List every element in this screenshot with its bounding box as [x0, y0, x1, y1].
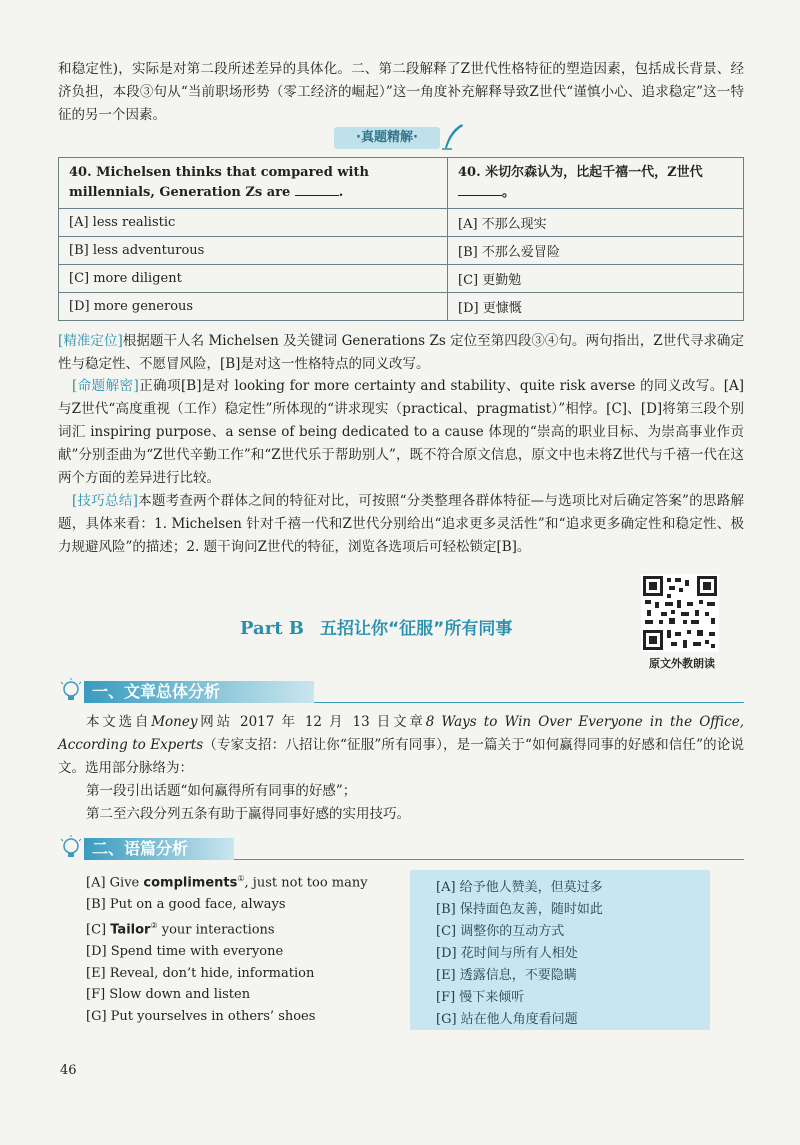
- option-row: [59, 265, 744, 293]
- list-item: [B] Put on a good face, always: [86, 896, 286, 912]
- list-item: [E] Reveal, don’t hide, information: [86, 965, 315, 981]
- overview-p1: 本文选自Money网站 2017 年 12 月 13 日文章8 Ways to Win Over Everyone in the Office, According to Experts（专家支招：八招让你“征服”所有同事），是一篇关于“如何赢得同事的好感和信任”的论说文。选用部分脉络为：: [58, 714, 744, 776]
- answer-blank: [295, 183, 339, 196]
- option-row: [59, 237, 744, 265]
- list-item: [G] Put yourselves in others’ shoes: [86, 1008, 316, 1024]
- overview-p2: 第一段引出话题“如何赢得所有同事的好感”；: [86, 783, 357, 799]
- option-cn: [A] 不那么现实: [448, 209, 744, 237]
- section-banner: ·真题精解·: [334, 127, 440, 149]
- option-en: [C] more diligent: [59, 265, 448, 293]
- qr-label: 原文外教朗读: [649, 657, 715, 670]
- option-cn: [B] 不那么爱冒险: [448, 237, 744, 265]
- option-cn: [D] 更慷慨: [448, 293, 744, 321]
- section-header-discourse: [58, 834, 744, 862]
- decode-tag: [命题解密]: [72, 378, 139, 394]
- question-stem-en: 40. Michelsen thinks that compared with millennials, Generation Zs are .: [59, 158, 448, 209]
- analysis-decode: [命题解密]正确项[B]是对 looking for more certainty and stability、quite risk averse 的同义改写。[A]与Z世代“高度重视（工作）稳定性”所体现的“讲求现实（practical、pragmatist）”相悖。[C]、[D]将第三段个别词汇 inspiring purpose、a sense of being dedicated to a cause 体现的“崇高的职业目标、为崇高事业作贡献”分别歪曲为“Z世代辛勤工作”和“Z世代乐于帮助别人”，既不符合原文信息，原文中也未将Z世代与千禧一代在这两个方面的差异进行比较。: [58, 378, 744, 486]
- quill-pen-icon: [440, 122, 466, 152]
- part-title: [240, 614, 512, 639]
- answer-blank: [458, 183, 502, 196]
- locate-tag: [精准定位]: [58, 333, 123, 349]
- part-label: Part B: [240, 618, 304, 639]
- qr-code-icon[interactable]: [641, 574, 719, 652]
- section-header-overall: [58, 677, 744, 705]
- lightbulb-icon: [58, 834, 84, 862]
- option-row: [59, 209, 744, 237]
- list-item: [F] Slow down and listen: [86, 987, 251, 1003]
- part-heading: 五招让你“征服”所有同事: [320, 619, 513, 639]
- overview-body: [58, 711, 744, 826]
- option-en: [B] less adventurous: [59, 237, 448, 265]
- list-item: [C] 调整你的互动方式: [436, 924, 565, 939]
- skill-tag: [技巧总结]: [72, 493, 138, 509]
- list-item: [B] 保持面色友善，随时如此: [436, 902, 603, 917]
- overview-p3: 第二至六段分列五条有助于赢得同事好感的实用技巧。: [86, 806, 410, 822]
- list-item: [D] Spend time with everyone: [86, 944, 284, 960]
- page-number: 46: [60, 1063, 77, 1078]
- intro-paragraph: 和稳定性)，实际是对第二段所述差异的具体化。二、第二段解释了Z世代性格特征的塑造因素，包括成长背景、经济负担，本段③句从“当前职场形势（零工经济的崛起）”这一角度补充解释导致Z世代“谨慎小心、追求稳定”这一特征的另一个因素。: [58, 61, 744, 123]
- option-cn: [C] 更勤勉: [448, 265, 744, 293]
- list-item: [D] 花时间与所有人相处: [436, 946, 578, 961]
- option-en: [D] more generous: [59, 293, 448, 321]
- lightbulb-icon: [58, 677, 84, 705]
- section-title: 一、文章总体分析: [92, 682, 221, 701]
- question-table: [58, 157, 744, 321]
- option-en: [A] less realistic: [59, 209, 448, 237]
- list-item: [A] 给予他人赞美，但莫过多: [436, 880, 603, 895]
- option-row: [59, 293, 744, 321]
- list-item: [E] 透露信息，不要隐瞒: [436, 968, 577, 983]
- analysis-locate: [精准定位]根据题干人名 Michelsen 及关键词 Generations Zs 定位至第四段③④句。两句指出，Z世代寻求确定性与稳定性、不愿冒风险，[B]是对这一性格特点的同义改写。: [58, 333, 744, 372]
- headings-list-en: [86, 868, 368, 1027]
- analysis-skill: [技巧总结]本题考查两个群体之间的特征对比，可按照“分类整理各群体特征—与选项比对后确定答案”的思路解题，具体来看：1. Michelsen 针对千禧一代和Z世代分别给出“追求更多灵活性”和“追求更多确定性和稳定性、极力规避风险”的描述；2. 题干询问Z世代的特征，浏览各选项后可轻松锁定[B]。: [58, 493, 744, 555]
- question-stem-cn: 40. 米切尔森认为，比起千禧一代，Z世代 。: [448, 158, 744, 209]
- section-title: 二、语篇分析: [92, 839, 189, 858]
- list-item: [A] Give compliments①, just not too many: [86, 874, 368, 891]
- list-item: [F] 慢下来倾听: [436, 990, 525, 1005]
- question-stem-row: [59, 158, 744, 209]
- list-item: [G] 站在他人角度看问题: [436, 1012, 578, 1027]
- list-item: [C] Tailor② your interactions: [86, 921, 275, 938]
- headings-list-cn: [410, 870, 710, 1030]
